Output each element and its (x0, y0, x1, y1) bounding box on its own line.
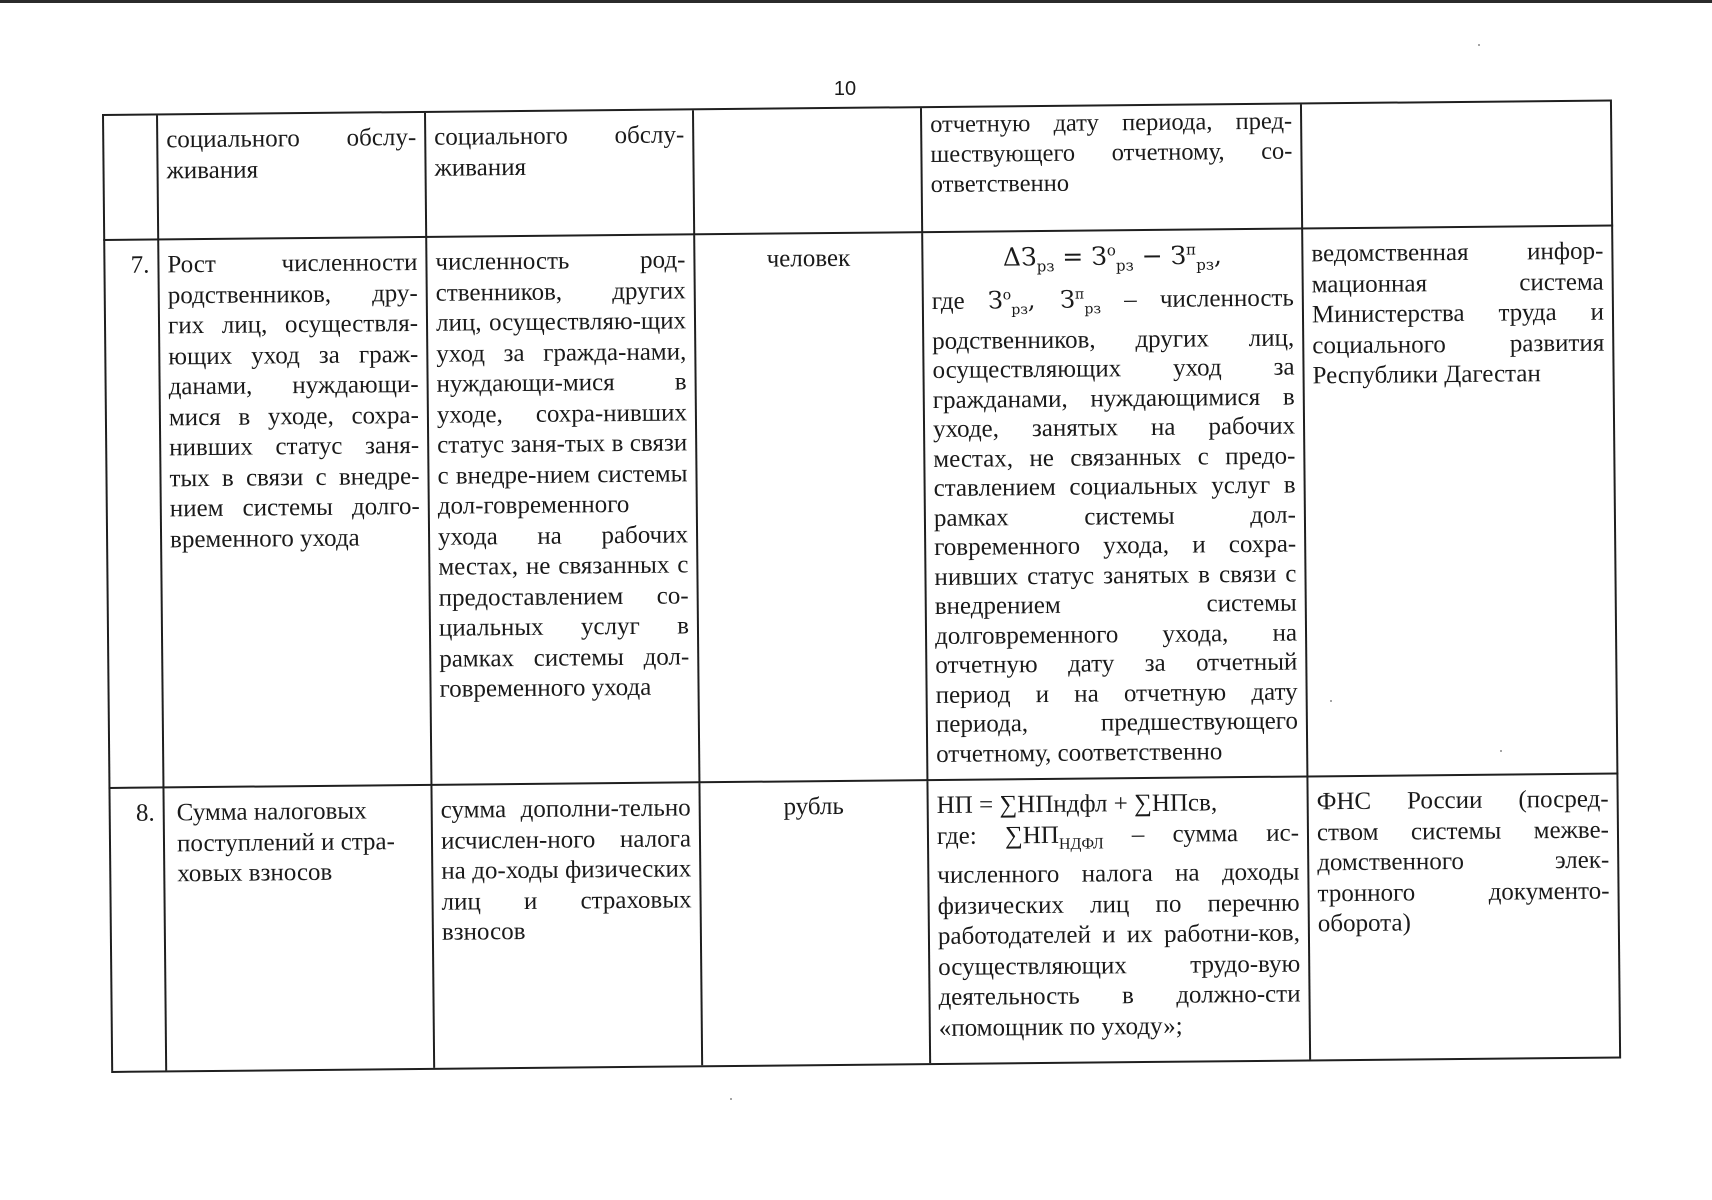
cell-number: 8. (108, 788, 165, 1071)
method-text (932, 279, 1299, 769)
where-prefix: где (931, 288, 965, 316)
page-number: 10 (833, 78, 857, 100)
cell-unit: человек (693, 233, 926, 783)
formula-symbol: З (1059, 285, 1076, 315)
formula-delta (931, 234, 1293, 283)
formula-symbol: , (1213, 240, 1222, 270)
sum-sub: НДФЛ (1058, 834, 1104, 853)
scan-speck (730, 1098, 732, 1100)
formula-sub: рз (1084, 301, 1102, 318)
cell-method (921, 229, 1306, 781)
formula-symbol: З (987, 286, 1003, 315)
cell-definition: численность род-ственников, других лиц, осуществляю-щих уход за гражда-нами, нуждающи-мися в уходе, сохра-нивших статус заня-тых в связи с внедре-нием системы дол-говременного ухода на рабочих местах, не связанных с предоставлением со-циальных услуг в рамках системы дол-говременного ухода (425, 235, 698, 786)
cell-source: ФНС России (посред-ством системы межве-домственного элек-тронного документо-оборота) (1306, 774, 1621, 1059)
table-row-continued (102, 100, 1613, 241)
sum-symbol: ∑НП (1004, 821, 1059, 849)
formula-sub: рз (1036, 257, 1055, 276)
where-symbols: $З^о_{рз}$, $З^п_{рз}$ (987, 285, 1102, 319)
cell-definition: сумма дополни-тельно исчислен-ного налога на до-ходы физических лиц и страховых взносов (430, 783, 701, 1068)
formula-sub: рз (1196, 255, 1215, 274)
scan-speck (1478, 44, 1480, 46)
cell-number (102, 115, 157, 241)
cell-indicator: социального обслу-живания (156, 113, 425, 241)
cell-indicator: Сумма налоговых поступлений и стра-ховых взносов (162, 786, 433, 1071)
formula-sup: о (1002, 287, 1012, 304)
cell-number: 7. (103, 240, 162, 788)
method-description: – численность родственников, других лиц, осуществляющих уход за гражданами, нуждающимися в уходе, занятых на рабочих местах, не связанных с предо-ставлением социальных услуг в рамках системы дол-говременного ухода, и сохра-нивших статус занятых в связи с внедрением системы долговременного ухода, на отчетную дату за отчетный период и на отчетную дату периода, предшествующего отчетному, соответственно (932, 284, 1299, 768)
cell-method (926, 777, 1309, 1063)
where-prefix: где: (936, 822, 977, 850)
formula-sup: о (1106, 241, 1116, 260)
formula-sup: п (1074, 286, 1085, 303)
table-row-7 (103, 224, 1618, 788)
cell-source (1300, 102, 1613, 230)
formula-np: НП = ∑НПндфл + ∑НПсв, (936, 789, 1218, 820)
formula-sub: рз (1011, 302, 1029, 319)
cell-method: отчетную дату периода, пред-шествующего отчетному, со-ответственно (920, 105, 1301, 234)
formula-symbol: − З (1141, 240, 1187, 271)
indicators-table (102, 100, 1621, 1090)
cell-definition: социального обслу-живания (424, 110, 693, 238)
method-description: – сумма ис-численного налога на доходы физических лиц по перечню работодателей и их работни-ков, осуществляющих трудо-вую деятельность в должно-сти «помощник по уходу»; (937, 819, 1301, 1042)
formula-sub: рз (1115, 256, 1134, 275)
cell-unit: рубль (698, 781, 929, 1065)
table-row-8 (108, 772, 1621, 1072)
cell-indicator: Рост численности родственников, дру-гих лиц, осуществля-ющих уход за граж-данами, нуждающи-мися в уходе, сохра-нивших статус заня-тых в связи с внедре-нием системы долго-временного ухода (157, 238, 430, 789)
formula-symbol: ΔЗ (1002, 242, 1037, 272)
formula-sup: п (1185, 240, 1197, 259)
cell-source: ведомственная инфор-мационная система Министерства труда и социального развития Республики Дагестан (1301, 226, 1618, 777)
scan-top-border (0, 0, 1712, 3)
formula-symbol: = З (1062, 241, 1107, 272)
cell-unit (692, 108, 921, 235)
method-text (937, 818, 1301, 1044)
